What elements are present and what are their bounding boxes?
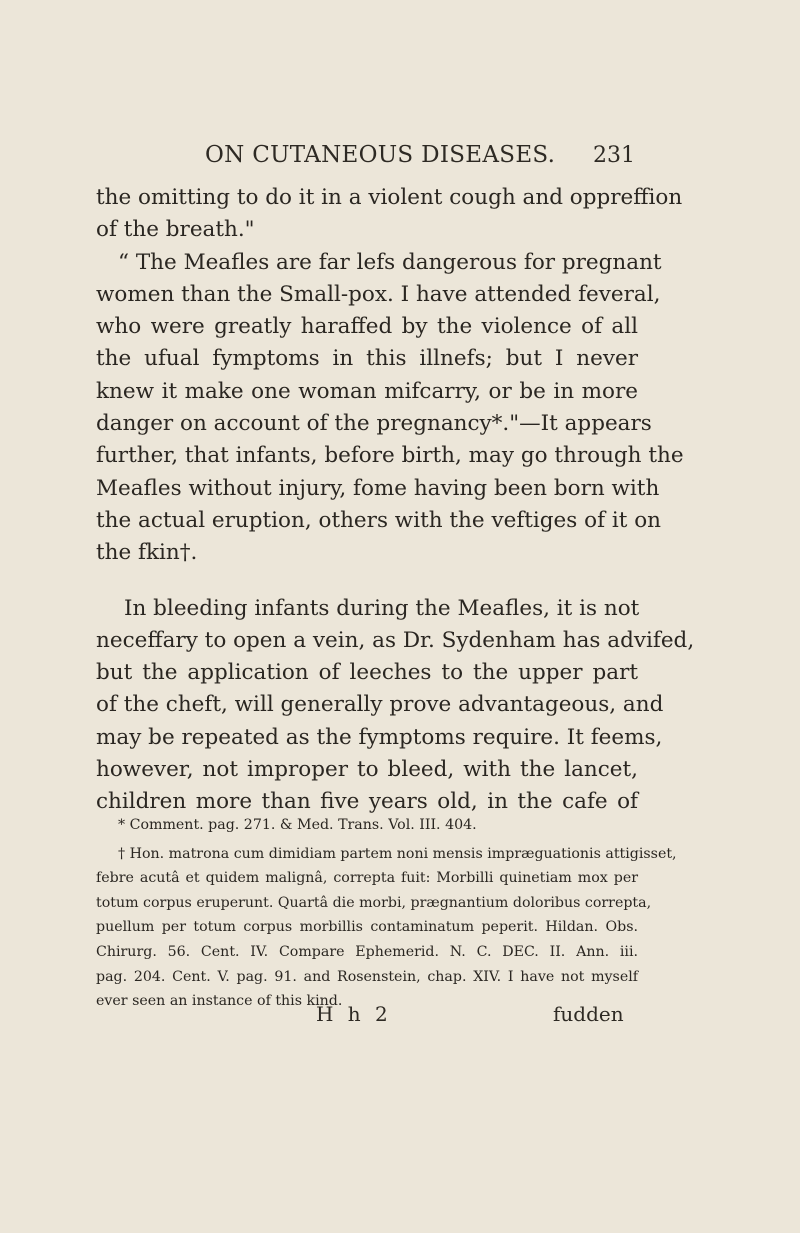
page-number: 231 <box>593 143 635 168</box>
text-line: danger on account of the pregnancy*."—It appears <box>96 411 652 437</box>
text-line: may be repeated as the fymptoms require. It feems, <box>96 724 663 750</box>
text-line: further, that infants, before birth, may go through the <box>96 443 684 469</box>
text-line: the actual eruption, others with the veftiges of it on <box>96 507 662 533</box>
text-line: the ufual fymptoms in this illnefs; but I never <box>96 346 638 372</box>
catchword: fudden <box>553 1002 624 1026</box>
text-line: of the breath." <box>96 217 255 243</box>
text-line: the fkin†. <box>96 540 198 566</box>
text-line: In bleeding infants during the Meafles, it is not <box>124 595 640 621</box>
footnote-line: febre acutâ et quidem malignâ, correpta fuit: Morbilli quinetiam mox per <box>96 870 638 887</box>
footnote-line: pag. 204. Cent. V. pag. 91. and Rosenstein, chap. XIV. I have not myself <box>96 968 638 985</box>
text-line: neceffary to open a vein, as Dr. Sydenham has advifed, <box>96 627 695 653</box>
text-line: but the application of leeches to the upper part <box>96 660 638 686</box>
footnote-line: * Comment. pag. 271. & Med. Trans. Vol. III. 404. <box>118 817 477 833</box>
signature-mark: H h 2 <box>316 1002 392 1026</box>
footnote-line: † Hon. matrona cum dimidiam partem noni mensis impræguationis attigisset, <box>118 845 677 862</box>
paragraph-gap <box>96 570 638 593</box>
text-line: of the cheft, will generally prove advantageous, and <box>96 692 664 718</box>
text-line: however, not improper to bleed, with the lancet, <box>96 757 638 783</box>
text-line: women than the Small-pox. I have attended feveral, <box>96 281 661 307</box>
page-header <box>205 142 635 176</box>
running-head: ON CUTANEOUS DISEASES. <box>205 142 556 168</box>
footnote-line: puellum per totum corpus morbillis contaminatum peperit. Hildan. Obs. <box>96 919 638 936</box>
footnotes <box>96 813 677 1014</box>
text-line: the omitting to do it in a violent cough and oppreffion <box>96 185 683 210</box>
text-line: knew it make one woman mifcarry, or be in more <box>96 378 638 404</box>
text-line: children more than five years old, in the cafe of <box>96 789 638 815</box>
text-line: who were greatly haraffed by the violence of all <box>96 314 638 340</box>
footnote-line: Chirurg. 56. Cent. IV. Compare Ephemerid. N. C. DEC. II. Ann. iii. <box>96 943 638 960</box>
footnote-line: ever seen an instance of this kind. <box>96 993 343 1010</box>
body-text <box>96 182 695 819</box>
text-line: Meafles without injury, fome having been born with <box>96 475 660 501</box>
text-line: “ The Meafles are far lefs dangerous for pregnant <box>118 249 662 275</box>
footnote-line: totum corpus eruperunt. Quartâ die morbi, prægnantium doloribus correpta, <box>96 894 652 911</box>
